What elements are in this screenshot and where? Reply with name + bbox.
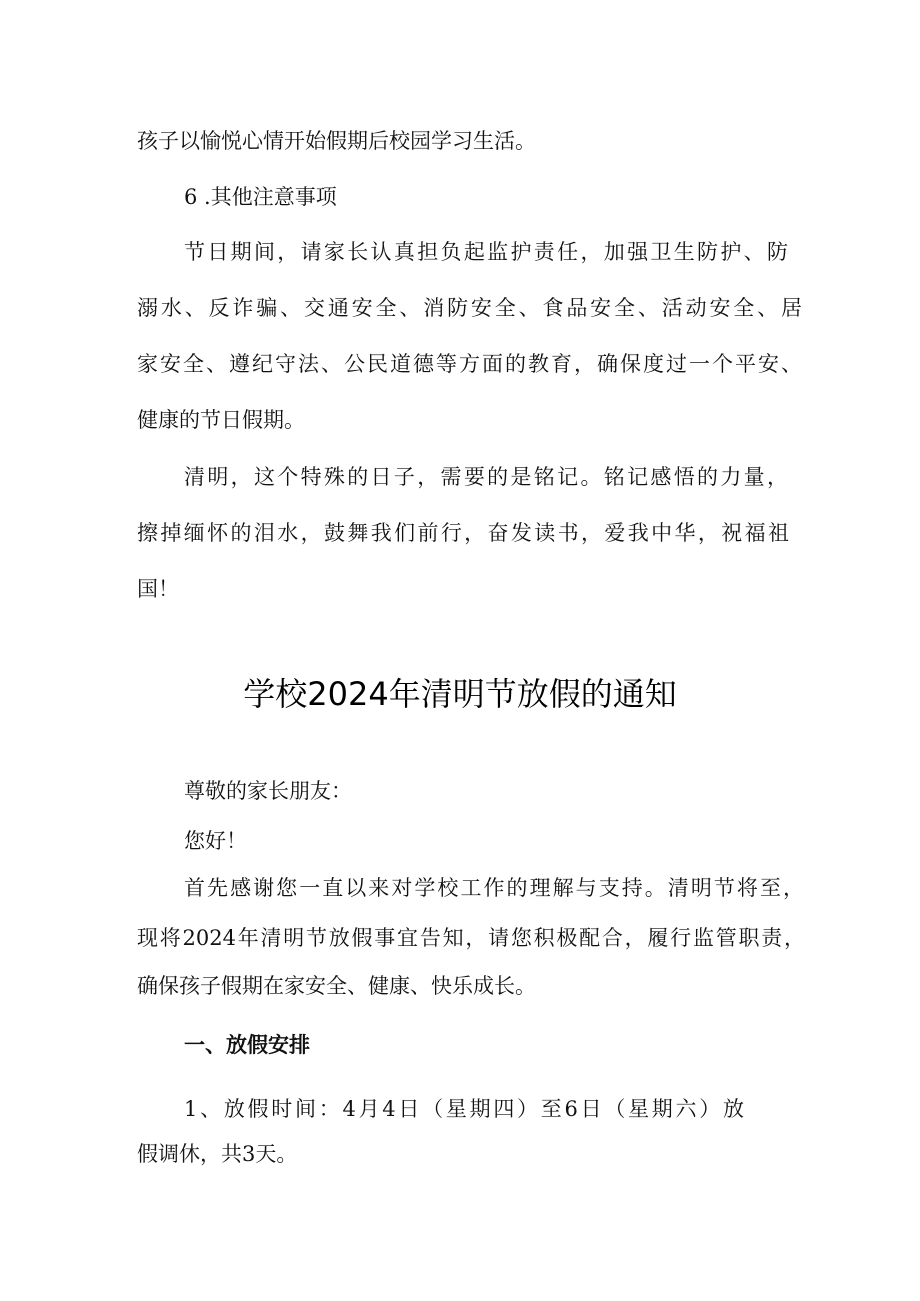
paragraph-line: 清明，这个特殊的日子，需要的是铭记。铭记感悟的力量，	[184, 465, 788, 489]
paragraph-line: 擦掉缅怀的泪水，鼓舞我们前行，奋发读书，爱我中华，祝福祖	[137, 521, 789, 545]
list-item-line: 假调休，共3天。	[137, 1142, 298, 1166]
item-6-heading: 6 .其他注意事项	[184, 185, 337, 209]
list-item-line: 1、放假时间：4月4日（星期四）至6日（星期六）放	[184, 1097, 744, 1121]
paragraph-line: 节日期间，请家长认真担负起监护责任，加强卫生防护、防	[184, 240, 788, 264]
paragraph-line: 健康的节日假期。	[137, 408, 305, 432]
notice-title: 学校2024年清明节放假的通知	[243, 675, 677, 713]
greeting: 您好！	[184, 829, 247, 853]
paragraph-line: 现将2024年清明节放假事宜告知，请您积极配合，履行监管职责，	[137, 926, 805, 950]
paragraph-line: 溺水、反诈骗、交通安全、消防安全、食品安全、活动安全、居	[137, 296, 802, 320]
salutation: 尊敬的家长朋友：	[184, 779, 352, 803]
paragraph-line: 家安全、遵纪守法、公民道德等方面的教育，确保度过一个平安、	[137, 352, 802, 376]
paragraph-line: 确保孩子假期在家安全、健康、快乐成长。	[137, 974, 536, 998]
section-heading: 一、放假安排	[184, 1033, 310, 1057]
paragraph-line: 首先感谢您一直以来对学校工作的理解与支持。清明节将至，	[184, 876, 804, 900]
paragraph-line: 国！	[137, 577, 179, 601]
continuation-line: 孩子以愉悦心情开始假期后校园学习生活。	[137, 129, 536, 153]
